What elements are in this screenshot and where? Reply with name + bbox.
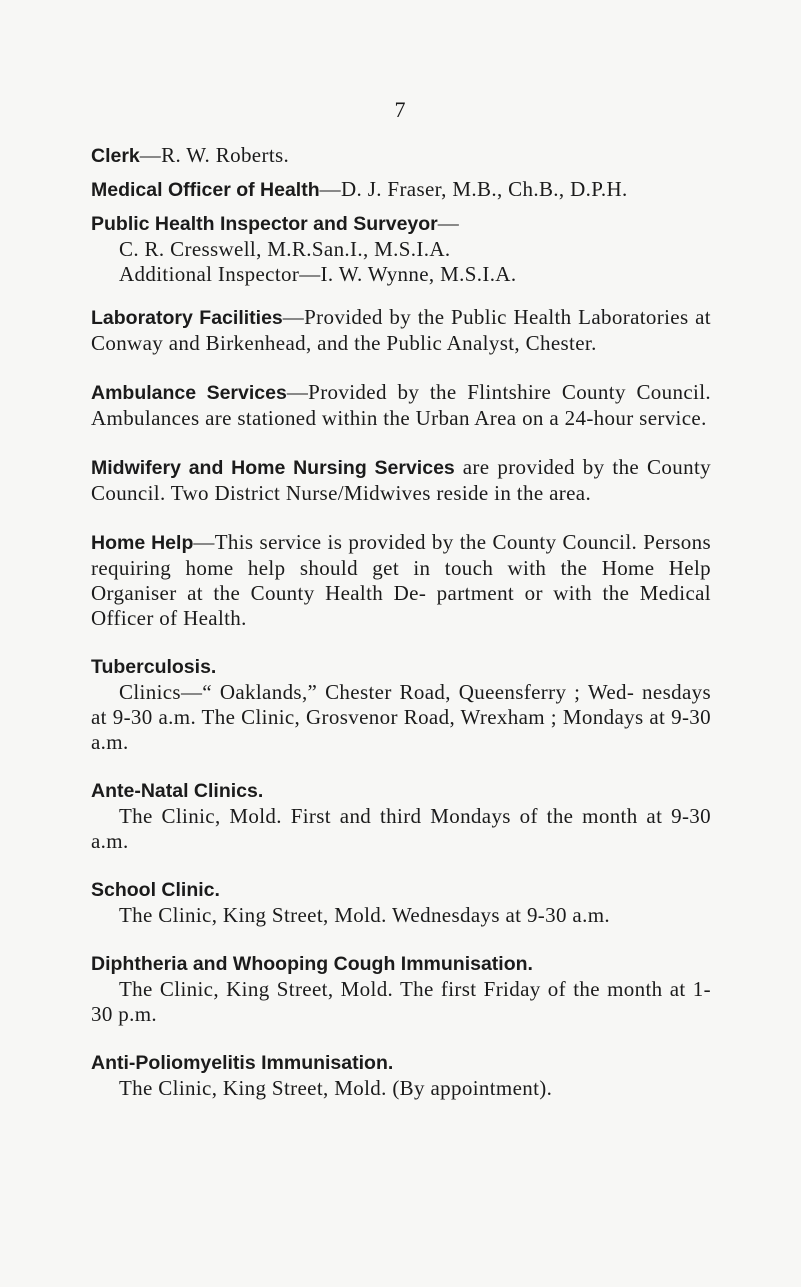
tuberculosis-text: Clinics—“ Oaklands,” Chester Road, Queensferry ; Wed- nesdays at 9-30 a.m. The Clinic, Grosvenor Road, Wrexham ; Mondays at 9-30 a.m. (91, 680, 711, 754)
health-inspector-name: C. R. Cresswell, M.R.San.I., M.S.I.A. (119, 237, 451, 261)
medical-officer-heading: Medical Officer of Health (91, 179, 320, 201)
home-help-heading: Home Help (91, 532, 194, 554)
home-help-entry (91, 530, 711, 631)
health-inspector-entry (91, 211, 711, 237)
polio-heading: Anti-Poliomyelitis Immunisation. (91, 1052, 394, 1074)
ante-natal-text: The Clinic, Mold. First and third Mondays of the month at 9-30 a.m. (91, 804, 711, 853)
clerk-heading: Clerk (91, 145, 140, 167)
additional-inspector-entry: Additional Inspector—I. W. Wynne, M.S.I.A. (119, 262, 517, 286)
laboratory-heading: Laboratory Facilities (91, 307, 283, 329)
ante-natal-heading: Ante-Natal Clinics. (91, 780, 264, 802)
laboratory-text: —Provided by the Public Health Laboratories at Conway and Birkenhead, and the Public Analyst, Chester. (91, 305, 711, 355)
health-inspector-heading: Public Health Inspector and Surveyor (91, 213, 438, 235)
home-help-text: —This service is provided by the County Council. Persons requiring home help should get in touch with the Home Help Organiser at the County Health De- partment or with the Medical Officer of Health. (91, 530, 711, 630)
school-clinic-text: The Clinic, King Street, Mold. Wednesdays at 9-30 a.m. (119, 903, 610, 927)
page-number: 7 (394, 97, 407, 122)
ambulance-text: —Provided by the Flintshire County Council. Ambulances are stationed within the Urban Area on a 24-hour service. (91, 380, 712, 430)
diphtheria-text: The Clinic, King Street, Mold. The first Friday of the month at 1-30 p.m. (91, 977, 711, 1026)
page-content (91, 143, 711, 1101)
clerk-text: —R. W. Roberts. (139, 143, 290, 167)
diphtheria-heading: Diphtheria and Whooping Cough Immunisation. (91, 953, 533, 975)
medical-officer-text: —D. J. Fraser, M.B., Ch.B., D.P.H. (319, 177, 628, 201)
health-inspector-dash: — (437, 211, 460, 235)
ambulance-entry (91, 380, 711, 431)
polio-text: The Clinic, King Street, Mold. (By appointment). (119, 1076, 553, 1100)
laboratory-entry (91, 305, 711, 356)
ambulance-heading: Ambulance Services (91, 382, 287, 404)
midwifery-text: are provided by the County Council. Two District Nurse/Midwives reside in the area. (91, 455, 711, 505)
medical-officer-entry (91, 177, 711, 203)
midwifery-heading: Midwifery and Home Nursing Services (91, 457, 455, 479)
midwifery-entry (91, 455, 711, 506)
school-clinic-heading: School Clinic. (91, 879, 220, 901)
clerk-entry (91, 143, 711, 169)
tuberculosis-heading: Tuberculosis. (91, 656, 217, 678)
